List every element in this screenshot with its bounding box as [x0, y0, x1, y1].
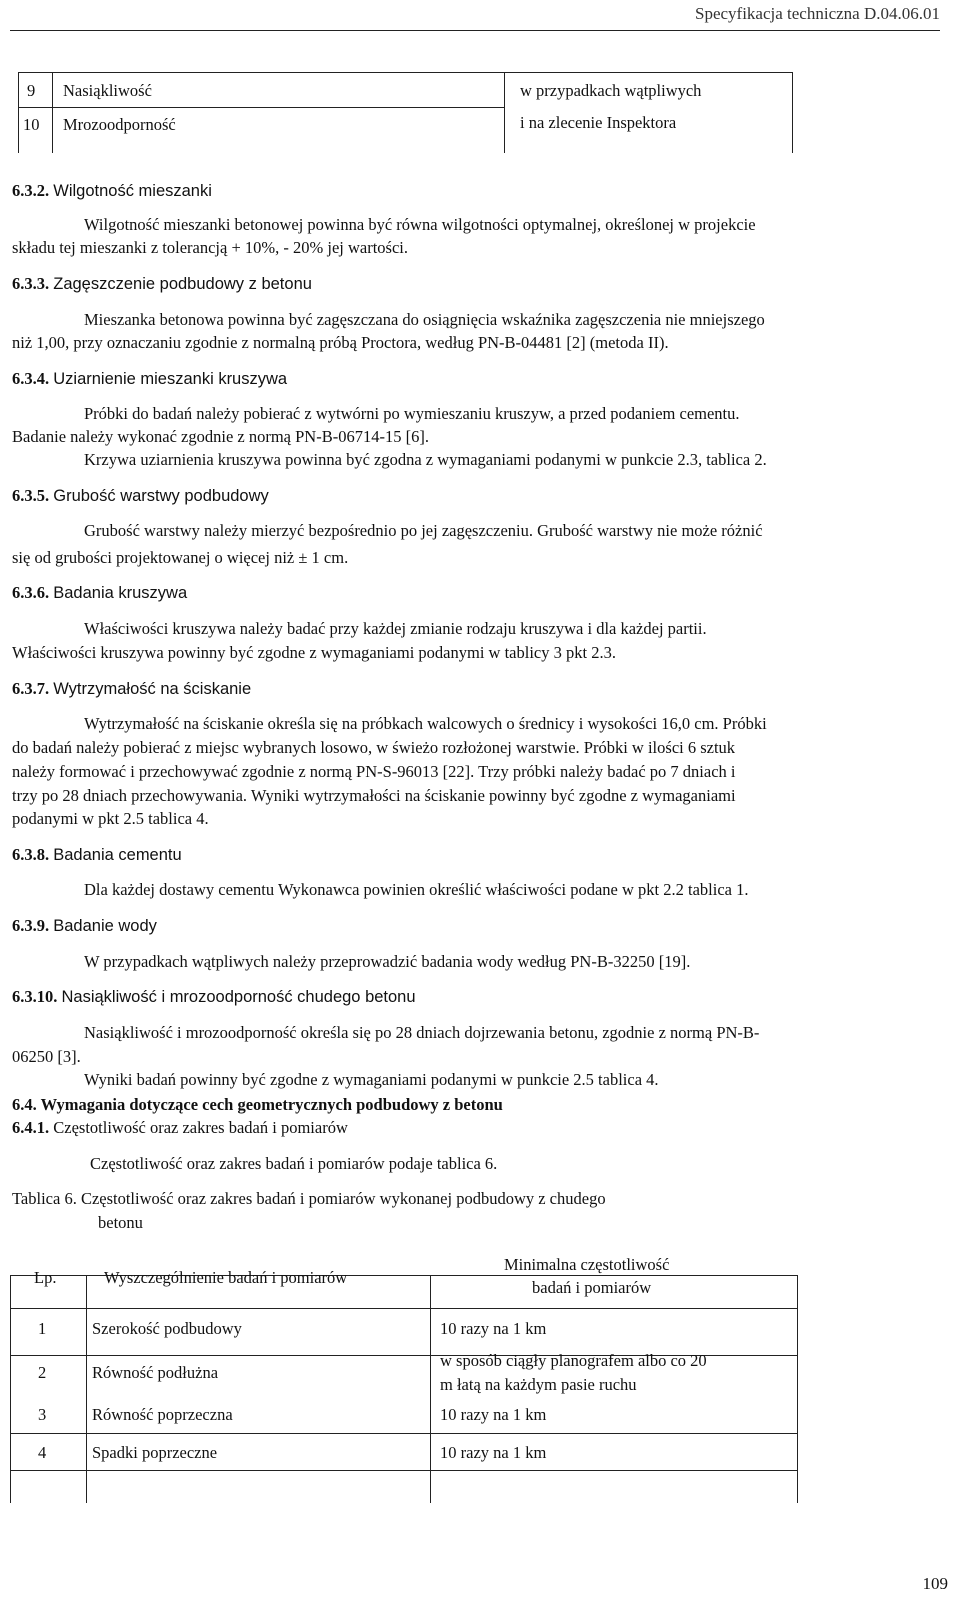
- paragraph-line: Próbki do badań należy pobierać z wytwórni po wymieszaniu kruszyw, a przed podaniem cementu.: [84, 404, 740, 423]
- table-cell-frequency: 10 razy na 1 km: [440, 1319, 547, 1338]
- table-border: [10, 1470, 797, 1471]
- table-cell-frequency: m łatą na każdym pasie ruchu: [440, 1375, 637, 1394]
- paragraph-line: Dla każdej dostawy cementu Wykonawca powinien określić właściwości podane w pkt 2.2 tablica 1.: [84, 880, 749, 899]
- section-number: 6.3.5.: [12, 486, 50, 505]
- section-title: Nasiąkliwość i mrozoodporność chudego betonu: [61, 988, 416, 1006]
- table-border: [797, 1275, 798, 1503]
- paragraph-line: Właściwości kruszywa należy badać przy każdej zmianie rodzaju kruszywa i dla każdej partii.: [84, 619, 707, 638]
- section-number: 6.3.9.: [12, 916, 50, 935]
- table-cell-frequency: 10 razy na 1 km: [440, 1443, 547, 1462]
- section-number: 6.4.1.: [12, 1118, 50, 1137]
- section-heading: [12, 272, 312, 296]
- section-number: 6.3.8.: [12, 845, 50, 864]
- row-number: 9: [27, 81, 36, 100]
- paragraph-line: Grubość warstwy należy mierzyć bezpośrednio po jej zagęszczeniu. Grubość warstwy nie może różnić: [84, 521, 763, 540]
- paragraph-line: niż 1,00, przy oznaczaniu zgodnie z normalną próbą Proctora, według PN-B-04481 [2] (metoda II).: [12, 333, 669, 352]
- paragraph-line: Nasiąkliwość i mrozoodporność określa się po 28 dniach dojrzewania betonu, zgodnie z normą PN-B-: [84, 1023, 760, 1042]
- section-heading: [12, 367, 287, 391]
- table-6: [10, 1255, 797, 1503]
- row-name: Mrozoodporność: [63, 115, 176, 134]
- header-rule: [10, 30, 940, 31]
- row-number: 10: [23, 115, 40, 134]
- section-title: Zagęszczenie podbudowy z betonu: [53, 275, 312, 293]
- table-cell-lp: 1: [38, 1319, 47, 1338]
- paragraph-line: należy formować i przechowywać zgodnie z normą PN-S-96013 [22]. Trzy próbki należy badać po 7 dniach i: [12, 762, 736, 781]
- table-cell-spec: Spadki poprzeczne: [92, 1443, 218, 1462]
- table-border: [86, 1275, 87, 1503]
- section-number: 6.4.: [12, 1095, 37, 1114]
- table-cell-lp: 2: [38, 1363, 47, 1382]
- table-cell-frequency: 10 razy na 1 km: [440, 1405, 547, 1424]
- paragraph-line: Krzywa uziarnienia kruszywa powinna być zgodna z wymaganiami podanymi w punkcie 2.3, tablica 2.: [84, 450, 767, 469]
- document-header-title: Specyfikacja techniczna D.04.06.01: [695, 4, 940, 23]
- paragraph-line: podanymi w pkt 2.5 tablica 4.: [12, 809, 209, 828]
- section-number: 6.3.4.: [12, 369, 50, 388]
- paragraph-line: Wilgotność mieszanki betonowej powinna być równa wilgotności optymalnej, określonej w projekcie: [84, 215, 756, 234]
- paragraph-line: trzy po 28 dniach przechowywania. Wyniki wytrzymałości na ściskanie powinny być zgodne z wymaganiami: [12, 786, 736, 805]
- table-border: [430, 1275, 431, 1503]
- table-header-spec: Wyszczególnienie badań i pomiarów: [104, 1268, 348, 1287]
- section-title: Grubość warstwy podbudowy: [53, 487, 269, 505]
- top-test-table: [18, 72, 793, 153]
- section-heading: [12, 914, 157, 938]
- page-number: 109: [922, 1574, 948, 1593]
- paragraph-line: Właściwości kruszywa powinny być zgodne z wymaganiami podanymi w tablicy 3 pkt 2.3.: [12, 643, 616, 662]
- table-cell-spec: Szerokość podbudowy: [92, 1319, 242, 1338]
- section-number: 6.3.7.: [12, 679, 50, 698]
- section-title: Wilgotność mieszanki: [53, 182, 212, 200]
- paragraph-line: Wyniki badań powinny być zgodne z wymaganiami podanymi w punkcie 2.5 tablica 4.: [84, 1070, 659, 1089]
- table-border: [10, 1433, 797, 1434]
- paragraph-line: 06250 [3].: [12, 1047, 81, 1066]
- column-divider: [52, 73, 53, 153]
- paragraph-line: składu tej mieszanki z tolerancją + 10%, - 20% jej wartości.: [12, 238, 409, 257]
- table-note: i na zlecenie Inspektora: [520, 113, 677, 132]
- section-heading: [12, 677, 251, 701]
- row-name: Nasiąkliwość: [63, 81, 152, 100]
- section-title: Wytrzymałość na ściskanie: [53, 680, 252, 698]
- section-title: Uziarnienie mieszanki kruszywa: [53, 370, 288, 388]
- paragraph-line: Częstotliwość oraz zakres badań i pomiarów podaje tablica 6.: [90, 1154, 498, 1173]
- section-title: Badania kruszywa: [53, 584, 188, 602]
- section-title: Badania cementu: [53, 846, 182, 864]
- section-title: Badanie wody: [53, 917, 157, 935]
- table-header-frequency: badań i pomiarów: [532, 1278, 652, 1297]
- paragraph-line: Mieszanka betonowa powinna być zagęszczana do osiągnięcia wskaźnika zagęszczenia nie mniejszego: [84, 310, 765, 329]
- section-number: 6.3.6.: [12, 583, 50, 602]
- table-cell-spec: Równość podłużna: [92, 1363, 219, 1382]
- row-divider: [19, 107, 504, 108]
- table-cell-frequency: w sposób ciągły planografem albo co 20: [440, 1351, 707, 1370]
- section-number: 6.3.3.: [12, 274, 50, 293]
- table-caption: betonu: [98, 1213, 143, 1232]
- table-caption: Tablica 6. Częstotliwość oraz zakres badań i pomiarów wykonanej podbudowy z chudego: [12, 1189, 606, 1208]
- table-header-frequency: Minimalna częstotliwość: [504, 1255, 670, 1274]
- section-heading: [12, 581, 187, 605]
- paragraph-line: Badanie należy wykonać zgodnie z normą PN-B-06714-15 [6].: [12, 427, 429, 446]
- table-cell-lp: 3: [38, 1405, 47, 1424]
- paragraph-line: do badań należy pobierać z miejsc wybranych losowo, w świeżo rozłożonej warstwie. Próbki w ilości 6 sztuk: [12, 738, 736, 757]
- paragraph-line: W przypadkach wątpliwych należy przeprowadzić badania wody według PN-B-32250 [19].: [84, 952, 691, 971]
- section-title: Częstotliwość oraz zakres badań i pomiarów: [53, 1118, 348, 1137]
- table-note: w przypadkach wątpliwych: [520, 81, 702, 100]
- section-heading: [12, 484, 269, 508]
- column-divider: [504, 73, 505, 153]
- section-heading: [12, 179, 212, 203]
- table-header-lp: Lp.: [34, 1268, 57, 1287]
- section-heading: [12, 1093, 503, 1116]
- table-border: [10, 1275, 11, 1503]
- section-title: Wymagania dotyczące cech geometrycznych podbudowy z betonu: [40, 1095, 503, 1114]
- table-border: [10, 1308, 797, 1309]
- table-cell-spec: Równość poprzeczna: [92, 1405, 233, 1424]
- section-heading: [12, 985, 416, 1009]
- section-heading: [12, 1116, 348, 1139]
- section-heading: [12, 843, 182, 867]
- paragraph-line: Wytrzymałość na ściskanie określa się na próbkach walcowych o średnicy i wysokości 16,0 cm. Próbki: [84, 714, 767, 733]
- section-number: 6.3.10.: [12, 987, 58, 1006]
- section-number: 6.3.2.: [12, 181, 50, 200]
- paragraph-line: się od grubości projektowanej o więcej niż ± 1 cm.: [12, 548, 349, 567]
- table-cell-lp: 4: [38, 1443, 47, 1462]
